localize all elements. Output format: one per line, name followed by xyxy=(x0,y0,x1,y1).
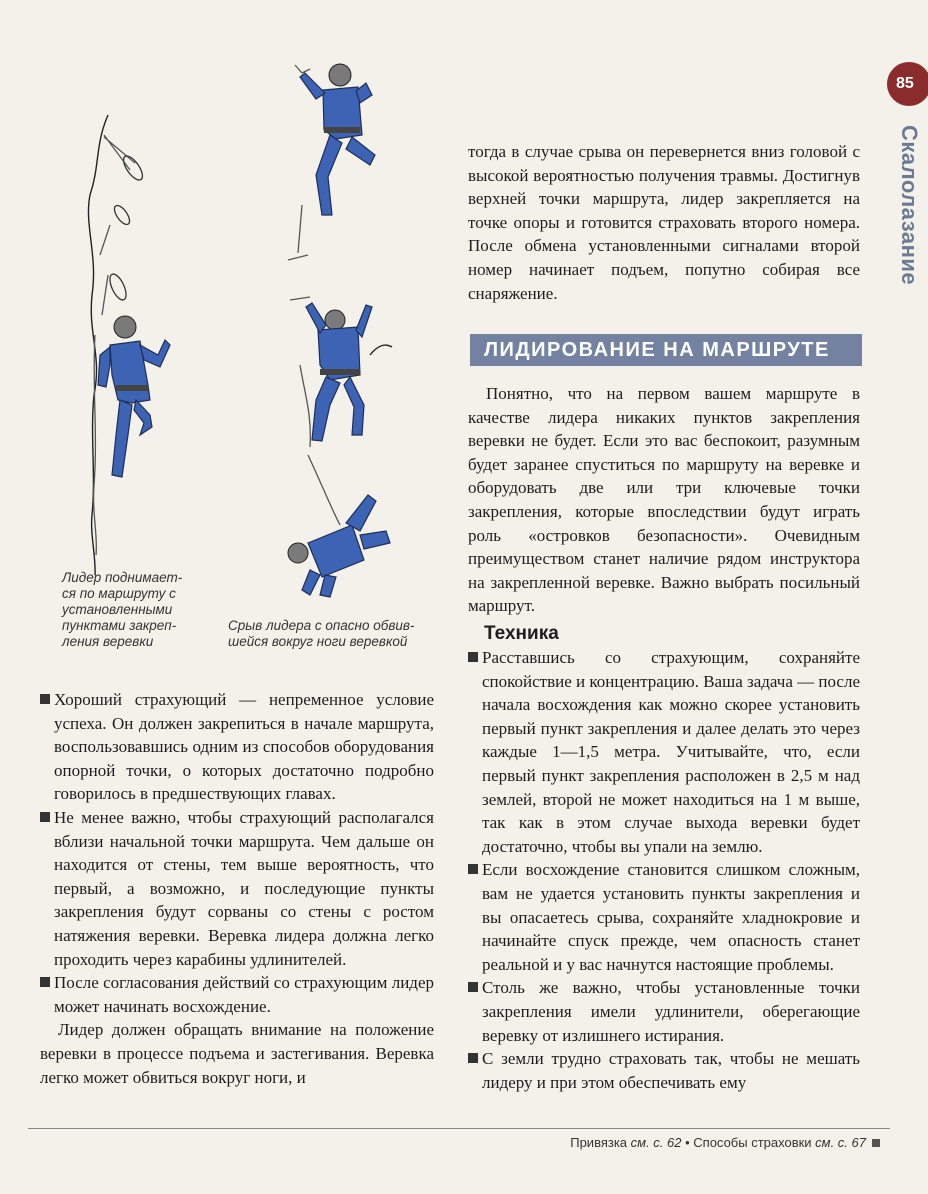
section-heading: ЛИДИРОВАНИЕ НА МАРШРУТЕ xyxy=(470,334,862,366)
left-paragraph-4: Лидер должен обращать внимание на положение веревки в процессе подъема и застегивания. Веревка легко может обвиться вокруг ноги, и xyxy=(40,1020,434,1087)
left-caption: Лидер поднимает- ся по маршруту с установленными пунктами закреп- ления веревки xyxy=(62,570,183,649)
top-climber-figure xyxy=(288,64,375,260)
right-caption: Срыв лидера с опасно обвив- шейся вокруг ноги веревкой xyxy=(228,618,415,649)
technique-item-3: Столь же важно, чтобы установленные точки закрепления имели удлинители, оберегающие веревку от излишнего истирания. xyxy=(468,976,860,1047)
heading-paragraph: Понятно, что на первом вашем маршруте в качестве лидера никаких пунктов закрепления веревки не будет. Если это вас беспокоит, разумным будет заранее спуститься по маршруту на веревке и оборудовать две или три ключевые точки закрепления, которые впоследствии будут играть роль «островков безопасности». Очевидным преимуществом станет наличие рядом инструктора на закрепленной веревке. Важно выбрать посильный маршрут. xyxy=(468,384,860,616)
left-paragraph-2: Не менее важно, чтобы страхующий располагался вблизи начальной точки маршрута. Чем дальше он находится от стены, тем выше вероятность, что первый, а возможно, и последующие пункты закрепления будут сорваны со стены с ростом натяжения веревки. Веревка лидера должна легко проходить через карабины удлинителей. xyxy=(40,806,434,971)
footer-square-icon xyxy=(872,1139,880,1147)
bullet-square-icon xyxy=(468,1053,478,1063)
right-top-text: тогда в случае срыва он перевернется вниз головой с высокой вероятностью получения травмы. Достигнув верхней точки маршрута, лидер закрепляется на точке опоры и готовится страховать второго номера. После обмена установленными сигналами второй номер начинает подъем, попутно собирая все снаряжение. xyxy=(468,142,860,303)
middle-climber-figure xyxy=(290,297,392,447)
left-paragraph-1: Хороший страхующий — непременное условие успеха. Он должен закрепиться в начале маршрута, воспользовавшись одним из способов оборудования опорной точки, о которых достаточно подробно говорилось в предшествующих главах. xyxy=(40,688,434,806)
footer-rule xyxy=(28,1128,890,1129)
technique-list xyxy=(468,646,860,1094)
bullet-square-icon xyxy=(468,864,478,874)
footer: Привязка см. с. 62 • Способы страховки см. с. 67 xyxy=(570,1135,880,1150)
section-title: Скалолазание xyxy=(897,125,922,286)
left-column xyxy=(40,688,434,1089)
technique-subheading: Техника xyxy=(484,623,559,644)
climbing-illustration xyxy=(40,55,440,615)
technique-item-1: Расставшись со страхующим, сохраняйте спокойствие и концентрацию. Ваша задача — после начала восхождения как можно скорее установить первый пункт закрепления и далее делать это через каждые 1—1,5 метра. Учитывайте, что, если первый пункт закрепления расположен в 2,5 м над землей, второй не может находиться на 1 м выше, так как в этом случае выхода веревки будет достаточно, чтобы вы упали на землю. xyxy=(468,646,860,858)
technique-item-2: Если восхождение становится слишком сложным, вам не удается установить пункты закрепления и вы опасаетесь срыва, сохраняйте хладнокровие и начинайте спуск прежде, чем опасность станет реальной и у вас начнутся настоящие проблемы. xyxy=(468,858,860,976)
bullet-square-icon xyxy=(40,694,50,704)
page-number: 85 xyxy=(887,62,928,106)
bullet-square-icon xyxy=(468,652,478,662)
technique-item-4: С земли трудно страховать так, чтобы не мешать лидеру и при этом обеспечивать ему xyxy=(468,1047,860,1094)
bullet-square-icon xyxy=(40,977,50,987)
falling-climber-figure xyxy=(288,455,390,597)
leader-climber-figure xyxy=(98,316,170,477)
left-paragraph-3: После согласования действий со страхующим лидер может начинать восхождение. xyxy=(40,971,434,1018)
bullet-square-icon xyxy=(468,982,478,992)
bullet-square-icon xyxy=(40,812,50,822)
